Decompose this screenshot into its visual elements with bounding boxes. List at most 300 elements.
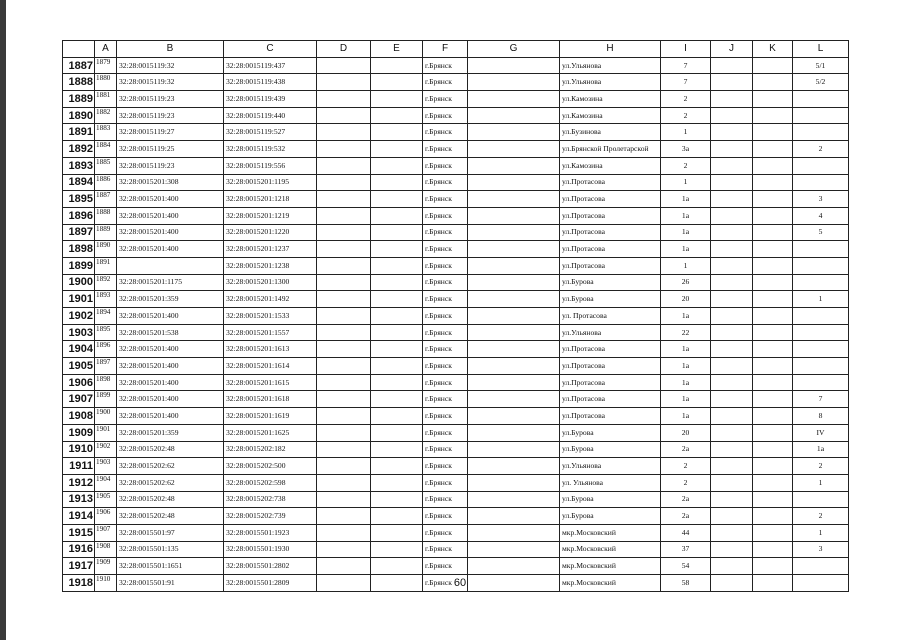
cell-l[interactable] [793, 575, 849, 592]
cell-l[interactable] [793, 358, 849, 375]
cell-e[interactable] [371, 257, 423, 274]
cell-g[interactable] [468, 324, 560, 341]
cell-i[interactable]: 7 [661, 57, 711, 74]
cell-d[interactable] [317, 441, 371, 458]
cell-d[interactable] [317, 107, 371, 124]
cell-h[interactable]: ул.Протасова [560, 374, 661, 391]
cell-a[interactable]: 1881 [95, 91, 117, 108]
cell-h[interactable]: ул.Протасова [560, 207, 661, 224]
column-header-i[interactable]: I [661, 41, 711, 58]
cell-j[interactable] [711, 341, 753, 358]
corner-header[interactable] [63, 41, 95, 58]
cell-g[interactable] [468, 441, 560, 458]
cell-k[interactable] [753, 257, 793, 274]
row-number-cell[interactable]: 1914 [63, 508, 95, 525]
cell-c[interactable]: 32:28:0015201:1614 [224, 358, 317, 375]
cell-j[interactable] [711, 358, 753, 375]
column-header-e[interactable]: E [371, 41, 423, 58]
row-number-cell[interactable]: 1890 [63, 107, 95, 124]
cell-k[interactable] [753, 391, 793, 408]
cell-d[interactable] [317, 207, 371, 224]
cell-l[interactable] [793, 491, 849, 508]
cell-e[interactable] [371, 241, 423, 258]
column-header-g[interactable]: G [468, 41, 560, 58]
cell-b[interactable]: 32:28:0015201:400 [117, 241, 224, 258]
cell-d[interactable] [317, 341, 371, 358]
cell-a[interactable]: 1902 [95, 441, 117, 458]
cell-a[interactable]: 1900 [95, 408, 117, 425]
cell-h[interactable]: ул. Протасова [560, 308, 661, 325]
cell-i[interactable]: 1а [661, 191, 711, 208]
cell-j[interactable] [711, 74, 753, 91]
cell-d[interactable] [317, 74, 371, 91]
cell-d[interactable] [317, 458, 371, 475]
cell-c[interactable]: 32:28:0015201:1218 [224, 191, 317, 208]
cell-e[interactable] [371, 408, 423, 425]
cell-l[interactable]: 2 [793, 141, 849, 158]
cell-k[interactable] [753, 274, 793, 291]
row-number-cell[interactable]: 1906 [63, 374, 95, 391]
cell-c[interactable]: 32:28:0015201:1220 [224, 224, 317, 241]
cell-e[interactable] [371, 274, 423, 291]
cell-d[interactable] [317, 57, 371, 74]
cell-k[interactable] [753, 358, 793, 375]
row-number-cell[interactable]: 1891 [63, 124, 95, 141]
row-number-cell[interactable]: 1913 [63, 491, 95, 508]
cell-j[interactable] [711, 575, 753, 592]
cell-i[interactable]: 2 [661, 458, 711, 475]
column-header-h[interactable]: H [560, 41, 661, 58]
cell-l[interactable] [793, 341, 849, 358]
cell-h[interactable]: ул.Ульянова [560, 74, 661, 91]
cell-h[interactable]: ул.Протасова [560, 241, 661, 258]
cell-i[interactable]: 20 [661, 424, 711, 441]
cell-l[interactable]: 5/2 [793, 74, 849, 91]
cell-f[interactable]: г.Брянск [423, 341, 468, 358]
cell-h[interactable]: ул.Ульянова [560, 324, 661, 341]
cell-d[interactable] [317, 157, 371, 174]
cell-f[interactable]: г.Брянск [423, 358, 468, 375]
cell-c[interactable]: 32:28:0015201:1219 [224, 207, 317, 224]
cell-e[interactable] [371, 207, 423, 224]
row-number-cell[interactable]: 1918 [63, 575, 95, 592]
cell-a[interactable]: 1885 [95, 157, 117, 174]
cell-h[interactable]: ул.Бурова [560, 424, 661, 441]
cell-b[interactable]: 32:28:0015202:62 [117, 474, 224, 491]
cell-g[interactable] [468, 207, 560, 224]
cell-j[interactable] [711, 274, 753, 291]
cell-f[interactable]: г.Брянск [423, 391, 468, 408]
cell-l[interactable] [793, 374, 849, 391]
row-number-cell[interactable]: 1892 [63, 141, 95, 158]
cell-d[interactable] [317, 358, 371, 375]
cell-i[interactable]: 1а [661, 408, 711, 425]
cell-h[interactable]: ул.Брянской Пролетарской [560, 141, 661, 158]
cell-k[interactable] [753, 107, 793, 124]
cell-j[interactable] [711, 458, 753, 475]
cell-d[interactable] [317, 324, 371, 341]
row-number-cell[interactable]: 1907 [63, 391, 95, 408]
cell-l[interactable]: 8 [793, 408, 849, 425]
cell-d[interactable] [317, 374, 371, 391]
cell-i[interactable]: 1 [661, 124, 711, 141]
cell-i[interactable]: 22 [661, 324, 711, 341]
cell-j[interactable] [711, 157, 753, 174]
cell-i[interactable]: 1а [661, 374, 711, 391]
column-header-j[interactable]: J [711, 41, 753, 58]
cell-b[interactable]: 32:28:0015201:400 [117, 224, 224, 241]
cell-a[interactable]: 1879 [95, 57, 117, 74]
cell-f[interactable]: г.Брянск [423, 424, 468, 441]
cell-f[interactable]: г.Брянск [423, 374, 468, 391]
cell-j[interactable] [711, 308, 753, 325]
cell-e[interactable] [371, 575, 423, 592]
cell-c[interactable]: 32:28:0015202:500 [224, 458, 317, 475]
cell-f[interactable]: г.Брянск [423, 157, 468, 174]
cell-g[interactable] [468, 274, 560, 291]
cell-j[interactable] [711, 191, 753, 208]
row-number-cell[interactable]: 1898 [63, 241, 95, 258]
cell-c[interactable]: 32:28:0015201:1625 [224, 424, 317, 441]
cell-a[interactable]: 1899 [95, 391, 117, 408]
cell-c[interactable]: 32:28:0015202:739 [224, 508, 317, 525]
cell-e[interactable] [371, 124, 423, 141]
cell-h[interactable]: ул.Протасова [560, 391, 661, 408]
cell-l[interactable] [793, 257, 849, 274]
row-number-cell[interactable]: 1893 [63, 157, 95, 174]
cell-h[interactable]: ул.Протасова [560, 408, 661, 425]
cell-k[interactable] [753, 324, 793, 341]
cell-l[interactable] [793, 91, 849, 108]
cell-b[interactable]: 32:28:0015201:400 [117, 391, 224, 408]
cell-c[interactable]: 32:28:0015201:1618 [224, 391, 317, 408]
cell-c[interactable]: 32:28:0015201:1615 [224, 374, 317, 391]
cell-a[interactable]: 1905 [95, 491, 117, 508]
cell-h[interactable]: ул.Бурова [560, 291, 661, 308]
cell-b[interactable]: 32:28:0015201:359 [117, 424, 224, 441]
cell-l[interactable]: 5/1 [793, 57, 849, 74]
cell-e[interactable] [371, 358, 423, 375]
cell-k[interactable] [753, 441, 793, 458]
cell-k[interactable] [753, 408, 793, 425]
cell-g[interactable] [468, 408, 560, 425]
cell-g[interactable] [468, 124, 560, 141]
cell-g[interactable] [468, 107, 560, 124]
cell-a[interactable]: 1883 [95, 124, 117, 141]
cell-k[interactable] [753, 508, 793, 525]
column-header-c[interactable]: C [224, 41, 317, 58]
cell-l[interactable]: 1 [793, 474, 849, 491]
cell-l[interactable]: 5 [793, 224, 849, 241]
cell-g[interactable] [468, 191, 560, 208]
row-number-cell[interactable]: 1905 [63, 358, 95, 375]
cell-l[interactable] [793, 241, 849, 258]
cell-h[interactable]: ул.Камозина [560, 107, 661, 124]
cell-k[interactable] [753, 241, 793, 258]
cell-k[interactable] [753, 141, 793, 158]
cell-l[interactable] [793, 107, 849, 124]
cell-i[interactable]: 37 [661, 541, 711, 558]
cell-k[interactable] [753, 341, 793, 358]
cell-j[interactable] [711, 257, 753, 274]
cell-i[interactable]: 2 [661, 157, 711, 174]
cell-a[interactable]: 1903 [95, 458, 117, 475]
cell-g[interactable] [468, 91, 560, 108]
cell-i[interactable]: 20 [661, 291, 711, 308]
cell-d[interactable] [317, 508, 371, 525]
row-number-cell[interactable]: 1901 [63, 291, 95, 308]
cell-d[interactable] [317, 141, 371, 158]
row-number-cell[interactable]: 1912 [63, 474, 95, 491]
cell-k[interactable] [753, 191, 793, 208]
cell-h[interactable]: ул.Протасова [560, 358, 661, 375]
row-number-cell[interactable]: 1911 [63, 458, 95, 475]
cell-h[interactable]: ул. Ульянова [560, 474, 661, 491]
cell-d[interactable] [317, 291, 371, 308]
cell-c[interactable]: 32:28:0015201:1238 [224, 257, 317, 274]
row-number-cell[interactable]: 1909 [63, 424, 95, 441]
cell-l[interactable]: 2 [793, 458, 849, 475]
cell-a[interactable]: 1894 [95, 308, 117, 325]
cell-e[interactable] [371, 224, 423, 241]
column-header-l[interactable]: L [793, 41, 849, 58]
cell-i[interactable]: 1а [661, 224, 711, 241]
cell-g[interactable] [468, 308, 560, 325]
cell-d[interactable] [317, 524, 371, 541]
cell-h[interactable]: ул.Камозина [560, 157, 661, 174]
cell-g[interactable] [468, 491, 560, 508]
row-number-cell[interactable]: 1888 [63, 74, 95, 91]
cell-l[interactable] [793, 558, 849, 575]
cell-i[interactable]: 58 [661, 575, 711, 592]
column-header-k[interactable]: K [753, 41, 793, 58]
cell-k[interactable] [753, 157, 793, 174]
cell-f[interactable]: г.Брянск [423, 241, 468, 258]
cell-d[interactable] [317, 308, 371, 325]
cell-h[interactable]: ул.Ульянова [560, 458, 661, 475]
cell-i[interactable]: 7 [661, 74, 711, 91]
cell-d[interactable] [317, 541, 371, 558]
cell-j[interactable] [711, 508, 753, 525]
cell-b[interactable]: 32:28:0015119:25 [117, 141, 224, 158]
cell-g[interactable] [468, 575, 560, 592]
cell-j[interactable] [711, 374, 753, 391]
cell-f[interactable]: г.Брянск [423, 257, 468, 274]
cell-e[interactable] [371, 174, 423, 191]
cell-i[interactable]: 2а [661, 441, 711, 458]
cell-c[interactable]: 32:28:0015501:2809 [224, 575, 317, 592]
cell-g[interactable] [468, 558, 560, 575]
cell-j[interactable] [711, 174, 753, 191]
cell-e[interactable] [371, 191, 423, 208]
cell-g[interactable] [468, 541, 560, 558]
cell-f[interactable]: г.Брянск [423, 558, 468, 575]
cell-h[interactable]: ул.Протасова [560, 257, 661, 274]
row-number-cell[interactable]: 1917 [63, 558, 95, 575]
cell-g[interactable] [468, 241, 560, 258]
cell-e[interactable] [371, 441, 423, 458]
cell-f[interactable]: г.Брянск [423, 207, 468, 224]
cell-d[interactable] [317, 191, 371, 208]
cell-e[interactable] [371, 308, 423, 325]
cell-j[interactable] [711, 291, 753, 308]
cell-a[interactable]: 1901 [95, 424, 117, 441]
cell-g[interactable] [468, 391, 560, 408]
cell-g[interactable] [468, 424, 560, 441]
cell-g[interactable] [468, 257, 560, 274]
cell-f[interactable]: г.Брянск [423, 224, 468, 241]
row-number-cell[interactable]: 1916 [63, 541, 95, 558]
row-number-cell[interactable]: 1904 [63, 341, 95, 358]
cell-f[interactable]: г.Брянск [423, 474, 468, 491]
cell-e[interactable] [371, 541, 423, 558]
cell-e[interactable] [371, 391, 423, 408]
cell-i[interactable]: 54 [661, 558, 711, 575]
cell-k[interactable] [753, 308, 793, 325]
cell-f[interactable]: г.Брянск [423, 408, 468, 425]
cell-b[interactable]: 32:28:0015119:32 [117, 74, 224, 91]
cell-k[interactable] [753, 291, 793, 308]
column-header-f[interactable]: F [423, 41, 468, 58]
cell-j[interactable] [711, 391, 753, 408]
cell-k[interactable] [753, 575, 793, 592]
cell-b[interactable]: 32:28:0015201:400 [117, 191, 224, 208]
row-number-cell[interactable]: 1895 [63, 191, 95, 208]
cell-g[interactable] [468, 291, 560, 308]
cell-l[interactable] [793, 324, 849, 341]
cell-b[interactable]: 32:28:0015201:400 [117, 358, 224, 375]
cell-l[interactable]: 7 [793, 391, 849, 408]
cell-e[interactable] [371, 324, 423, 341]
cell-g[interactable] [468, 57, 560, 74]
cell-d[interactable] [317, 424, 371, 441]
cell-i[interactable]: 1а [661, 341, 711, 358]
row-number-cell[interactable]: 1900 [63, 274, 95, 291]
cell-e[interactable] [371, 157, 423, 174]
cell-f[interactable]: г.Брянск [423, 458, 468, 475]
cell-k[interactable] [753, 374, 793, 391]
cell-k[interactable] [753, 91, 793, 108]
cell-b[interactable]: 32:28:0015119:23 [117, 107, 224, 124]
cell-a[interactable]: 1898 [95, 374, 117, 391]
cell-k[interactable] [753, 474, 793, 491]
cell-f[interactable]: г.Брянск [423, 191, 468, 208]
cell-a[interactable]: 1890 [95, 241, 117, 258]
cell-d[interactable] [317, 241, 371, 258]
cell-g[interactable] [468, 374, 560, 391]
cell-a[interactable]: 1882 [95, 107, 117, 124]
cell-f[interactable]: г.Брянск [423, 441, 468, 458]
cell-k[interactable] [753, 224, 793, 241]
row-number-cell[interactable]: 1903 [63, 324, 95, 341]
cell-c[interactable]: 32:28:0015501:1930 [224, 541, 317, 558]
cell-k[interactable] [753, 174, 793, 191]
cell-b[interactable]: 32:28:0015201:400 [117, 207, 224, 224]
cell-j[interactable] [711, 241, 753, 258]
cell-b[interactable]: 32:28:0015201:1175 [117, 274, 224, 291]
cell-e[interactable] [371, 524, 423, 541]
cell-d[interactable] [317, 575, 371, 592]
cell-c[interactable]: 32:28:0015201:1237 [224, 241, 317, 258]
cell-k[interactable] [753, 74, 793, 91]
cell-b[interactable]: 32:28:0015202:48 [117, 508, 224, 525]
cell-l[interactable]: IV [793, 424, 849, 441]
cell-a[interactable]: 1896 [95, 341, 117, 358]
cell-b[interactable]: 32:28:0015501:135 [117, 541, 224, 558]
cell-i[interactable]: 2а [661, 508, 711, 525]
cell-b[interactable]: 32:28:0015119:27 [117, 124, 224, 141]
cell-e[interactable] [371, 74, 423, 91]
cell-b[interactable]: 32:28:0015202:48 [117, 441, 224, 458]
cell-a[interactable]: 1897 [95, 358, 117, 375]
cell-h[interactable]: мкр.Московский [560, 558, 661, 575]
cell-d[interactable] [317, 257, 371, 274]
row-number-cell[interactable]: 1894 [63, 174, 95, 191]
cell-j[interactable] [711, 558, 753, 575]
cell-h[interactable]: ул.Бурова [560, 274, 661, 291]
cell-j[interactable] [711, 207, 753, 224]
cell-i[interactable]: 1 [661, 257, 711, 274]
cell-g[interactable] [468, 524, 560, 541]
cell-a[interactable]: 1909 [95, 558, 117, 575]
cell-f[interactable]: г.Брянск [423, 124, 468, 141]
cell-l[interactable] [793, 274, 849, 291]
cell-i[interactable]: 3а [661, 141, 711, 158]
cell-e[interactable] [371, 558, 423, 575]
cell-a[interactable]: 1895 [95, 324, 117, 341]
cell-c[interactable]: 32:28:0015119:556 [224, 157, 317, 174]
cell-d[interactable] [317, 491, 371, 508]
cell-a[interactable]: 1904 [95, 474, 117, 491]
cell-i[interactable]: 1а [661, 391, 711, 408]
cell-d[interactable] [317, 91, 371, 108]
cell-f[interactable]: г.Брянск [423, 107, 468, 124]
cell-f[interactable]: г.Брянск [423, 524, 468, 541]
cell-a[interactable]: 1888 [95, 207, 117, 224]
cell-i[interactable]: 2а [661, 491, 711, 508]
cell-g[interactable] [468, 508, 560, 525]
cell-a[interactable]: 1908 [95, 541, 117, 558]
cell-j[interactable] [711, 124, 753, 141]
cell-f[interactable]: г.Брянск [423, 508, 468, 525]
cell-i[interactable]: 1а [661, 308, 711, 325]
cell-i[interactable]: 26 [661, 274, 711, 291]
cell-l[interactable]: 1 [793, 524, 849, 541]
cell-l[interactable]: 1 [793, 291, 849, 308]
cell-g[interactable] [468, 358, 560, 375]
cell-l[interactable] [793, 157, 849, 174]
cell-g[interactable] [468, 157, 560, 174]
cell-j[interactable] [711, 491, 753, 508]
cell-e[interactable] [371, 91, 423, 108]
cell-b[interactable]: 32:28:0015501:91 [117, 575, 224, 592]
column-header-d[interactable]: D [317, 41, 371, 58]
cell-b[interactable]: 32:28:0015201:400 [117, 341, 224, 358]
cell-c[interactable]: 32:28:0015201:1195 [224, 174, 317, 191]
column-header-a[interactable]: A [95, 41, 117, 58]
cell-d[interactable] [317, 224, 371, 241]
cell-f[interactable]: г.Брянск [423, 141, 468, 158]
cell-a[interactable]: 1886 [95, 174, 117, 191]
cell-k[interactable] [753, 558, 793, 575]
cell-h[interactable]: ул.Протасова [560, 191, 661, 208]
cell-l[interactable] [793, 174, 849, 191]
cell-i[interactable]: 2 [661, 474, 711, 491]
cell-d[interactable] [317, 558, 371, 575]
row-number-cell[interactable]: 1915 [63, 524, 95, 541]
cell-j[interactable] [711, 224, 753, 241]
cell-c[interactable]: 32:28:0015201:1557 [224, 324, 317, 341]
